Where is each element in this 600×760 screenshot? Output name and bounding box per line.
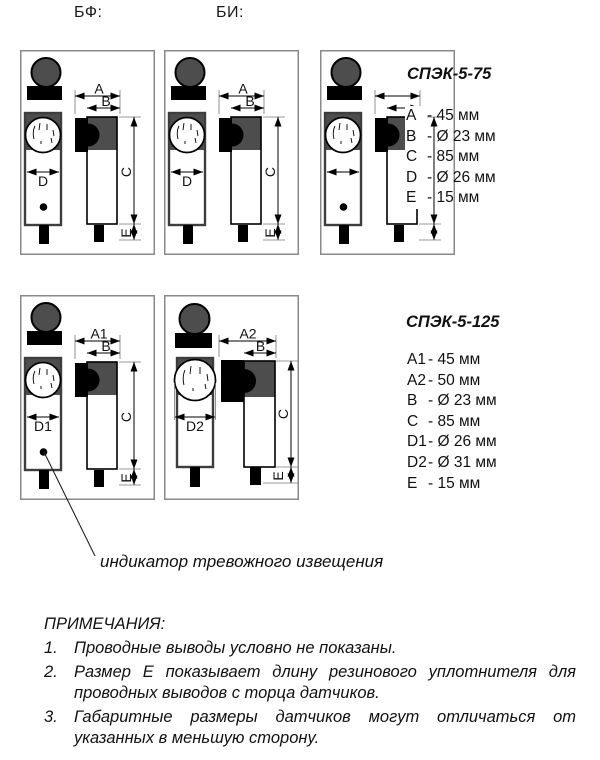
- alarm-indicator-dot: [340, 203, 348, 211]
- cable-stub: [250, 467, 261, 485]
- alarm-indicator-dot: [40, 203, 48, 211]
- dimension-row: A1 - 45 мм: [406, 350, 497, 371]
- column-label-bi: БИ:: [216, 4, 244, 21]
- dim-label-c: C: [275, 408, 291, 420]
- pivot-ball: [377, 124, 400, 147]
- cable-stub: [339, 225, 349, 244]
- dimension-row: D1- Ø 26 мм: [406, 432, 497, 453]
- spek75-dimension-list: [405, 106, 496, 209]
- dim-label-e: E: [118, 473, 134, 483]
- dim-label-c: C: [118, 166, 134, 178]
- cable-stub: [94, 225, 104, 242]
- sensor-front-view: [25, 358, 61, 489]
- notes-heading: ПРИМЕЧАНИЯ:: [44, 615, 166, 633]
- cable-stub: [183, 225, 193, 244]
- note-number: 1.: [44, 639, 58, 657]
- diagram-spek125-bi: [165, 296, 299, 500]
- pivot-ball: [232, 369, 256, 393]
- sensor-front-view: [325, 113, 361, 244]
- dim-label-e: E: [118, 228, 134, 238]
- dim-label-d1: D1: [34, 418, 52, 434]
- diagram-spek125-bf: [21, 296, 155, 500]
- note-number: 2.: [44, 663, 58, 681]
- dimension-row: D - Ø 26 мм: [405, 168, 496, 189]
- spek125-title: СПЭК-5-125: [406, 313, 500, 331]
- dim-label-c: C: [262, 166, 278, 178]
- indicator-callout-text: индикатор тревожного извещения: [100, 552, 384, 571]
- pivot-ball: [77, 124, 100, 147]
- dim-label-b: B: [101, 338, 111, 354]
- note-text: Габаритные размеры датчиков могут отличаться от указанных в меньшую сторону.: [74, 708, 576, 747]
- note-text: Проводные выводы условно не показаны.: [74, 639, 397, 657]
- alarm-indicator-dot: [40, 448, 48, 456]
- pivot-ball: [77, 369, 100, 392]
- note-item-2: [44, 662, 576, 704]
- note-text: Размер Е показывает длину резинового уплотнителя для проводных выводов с торца датчиков.: [74, 663, 576, 702]
- dim-label-a: A: [94, 80, 104, 97]
- dim-label-a1: A1: [90, 325, 108, 342]
- lens-circle: [26, 363, 61, 398]
- note-item-3: [44, 707, 576, 749]
- cable-stub: [190, 467, 200, 487]
- note-number: 3.: [44, 708, 58, 726]
- dim-label-b: B: [245, 93, 255, 109]
- sensor-front-view: [169, 113, 205, 244]
- dim-label-b: B: [101, 93, 111, 109]
- dimension-row: E - 15 мм: [406, 474, 497, 495]
- dim-label-c: C: [118, 411, 134, 423]
- dim-label-d: D: [37, 173, 49, 189]
- sensor-front-view: [175, 358, 216, 487]
- lens-circle: [170, 118, 205, 153]
- dim-label-e: E: [270, 471, 286, 481]
- dimension-row: A2 - 50 мм: [406, 371, 497, 392]
- cable-stub: [39, 470, 49, 489]
- cable-stub: [39, 225, 49, 244]
- sensor-front-view: [25, 113, 61, 244]
- diagram-spek75-bi: [165, 51, 299, 255]
- dim-label-e: E: [262, 228, 278, 238]
- dimension-row: A - 45 мм: [405, 106, 496, 127]
- dimension-row: E - 15 мм: [405, 188, 496, 209]
- dimension-row: B - Ø 23 мм: [406, 391, 497, 412]
- diagram-spek75-bf: [21, 51, 155, 255]
- lens-circle: [326, 118, 361, 153]
- dim-label-d: D: [181, 173, 193, 189]
- lens-circle: [175, 360, 216, 401]
- spek75-title: СПЭК-5-75: [407, 65, 492, 83]
- spek125-dimension-list: [406, 350, 497, 494]
- dimension-row: C - 85 мм: [406, 412, 497, 433]
- note-item-1: [44, 638, 576, 659]
- lens-circle: [26, 118, 61, 153]
- cable-stub: [238, 225, 248, 242]
- dim-label-b: B: [255, 338, 266, 354]
- dim-label-a: A: [238, 80, 248, 97]
- dimension-row: D2- Ø 31 мм: [406, 453, 497, 474]
- dim-label-a2: A2: [239, 325, 257, 342]
- cable-stub: [394, 225, 404, 242]
- column-label-bf: БФ:: [74, 4, 103, 21]
- notes-section: [44, 614, 576, 749]
- dimension-row: B - Ø 23 мм: [405, 127, 496, 148]
- cable-stub: [94, 470, 104, 487]
- dimension-row: C - 85 мм: [405, 147, 496, 168]
- pivot-ball: [221, 124, 244, 147]
- dim-label-d2: D2: [186, 418, 204, 434]
